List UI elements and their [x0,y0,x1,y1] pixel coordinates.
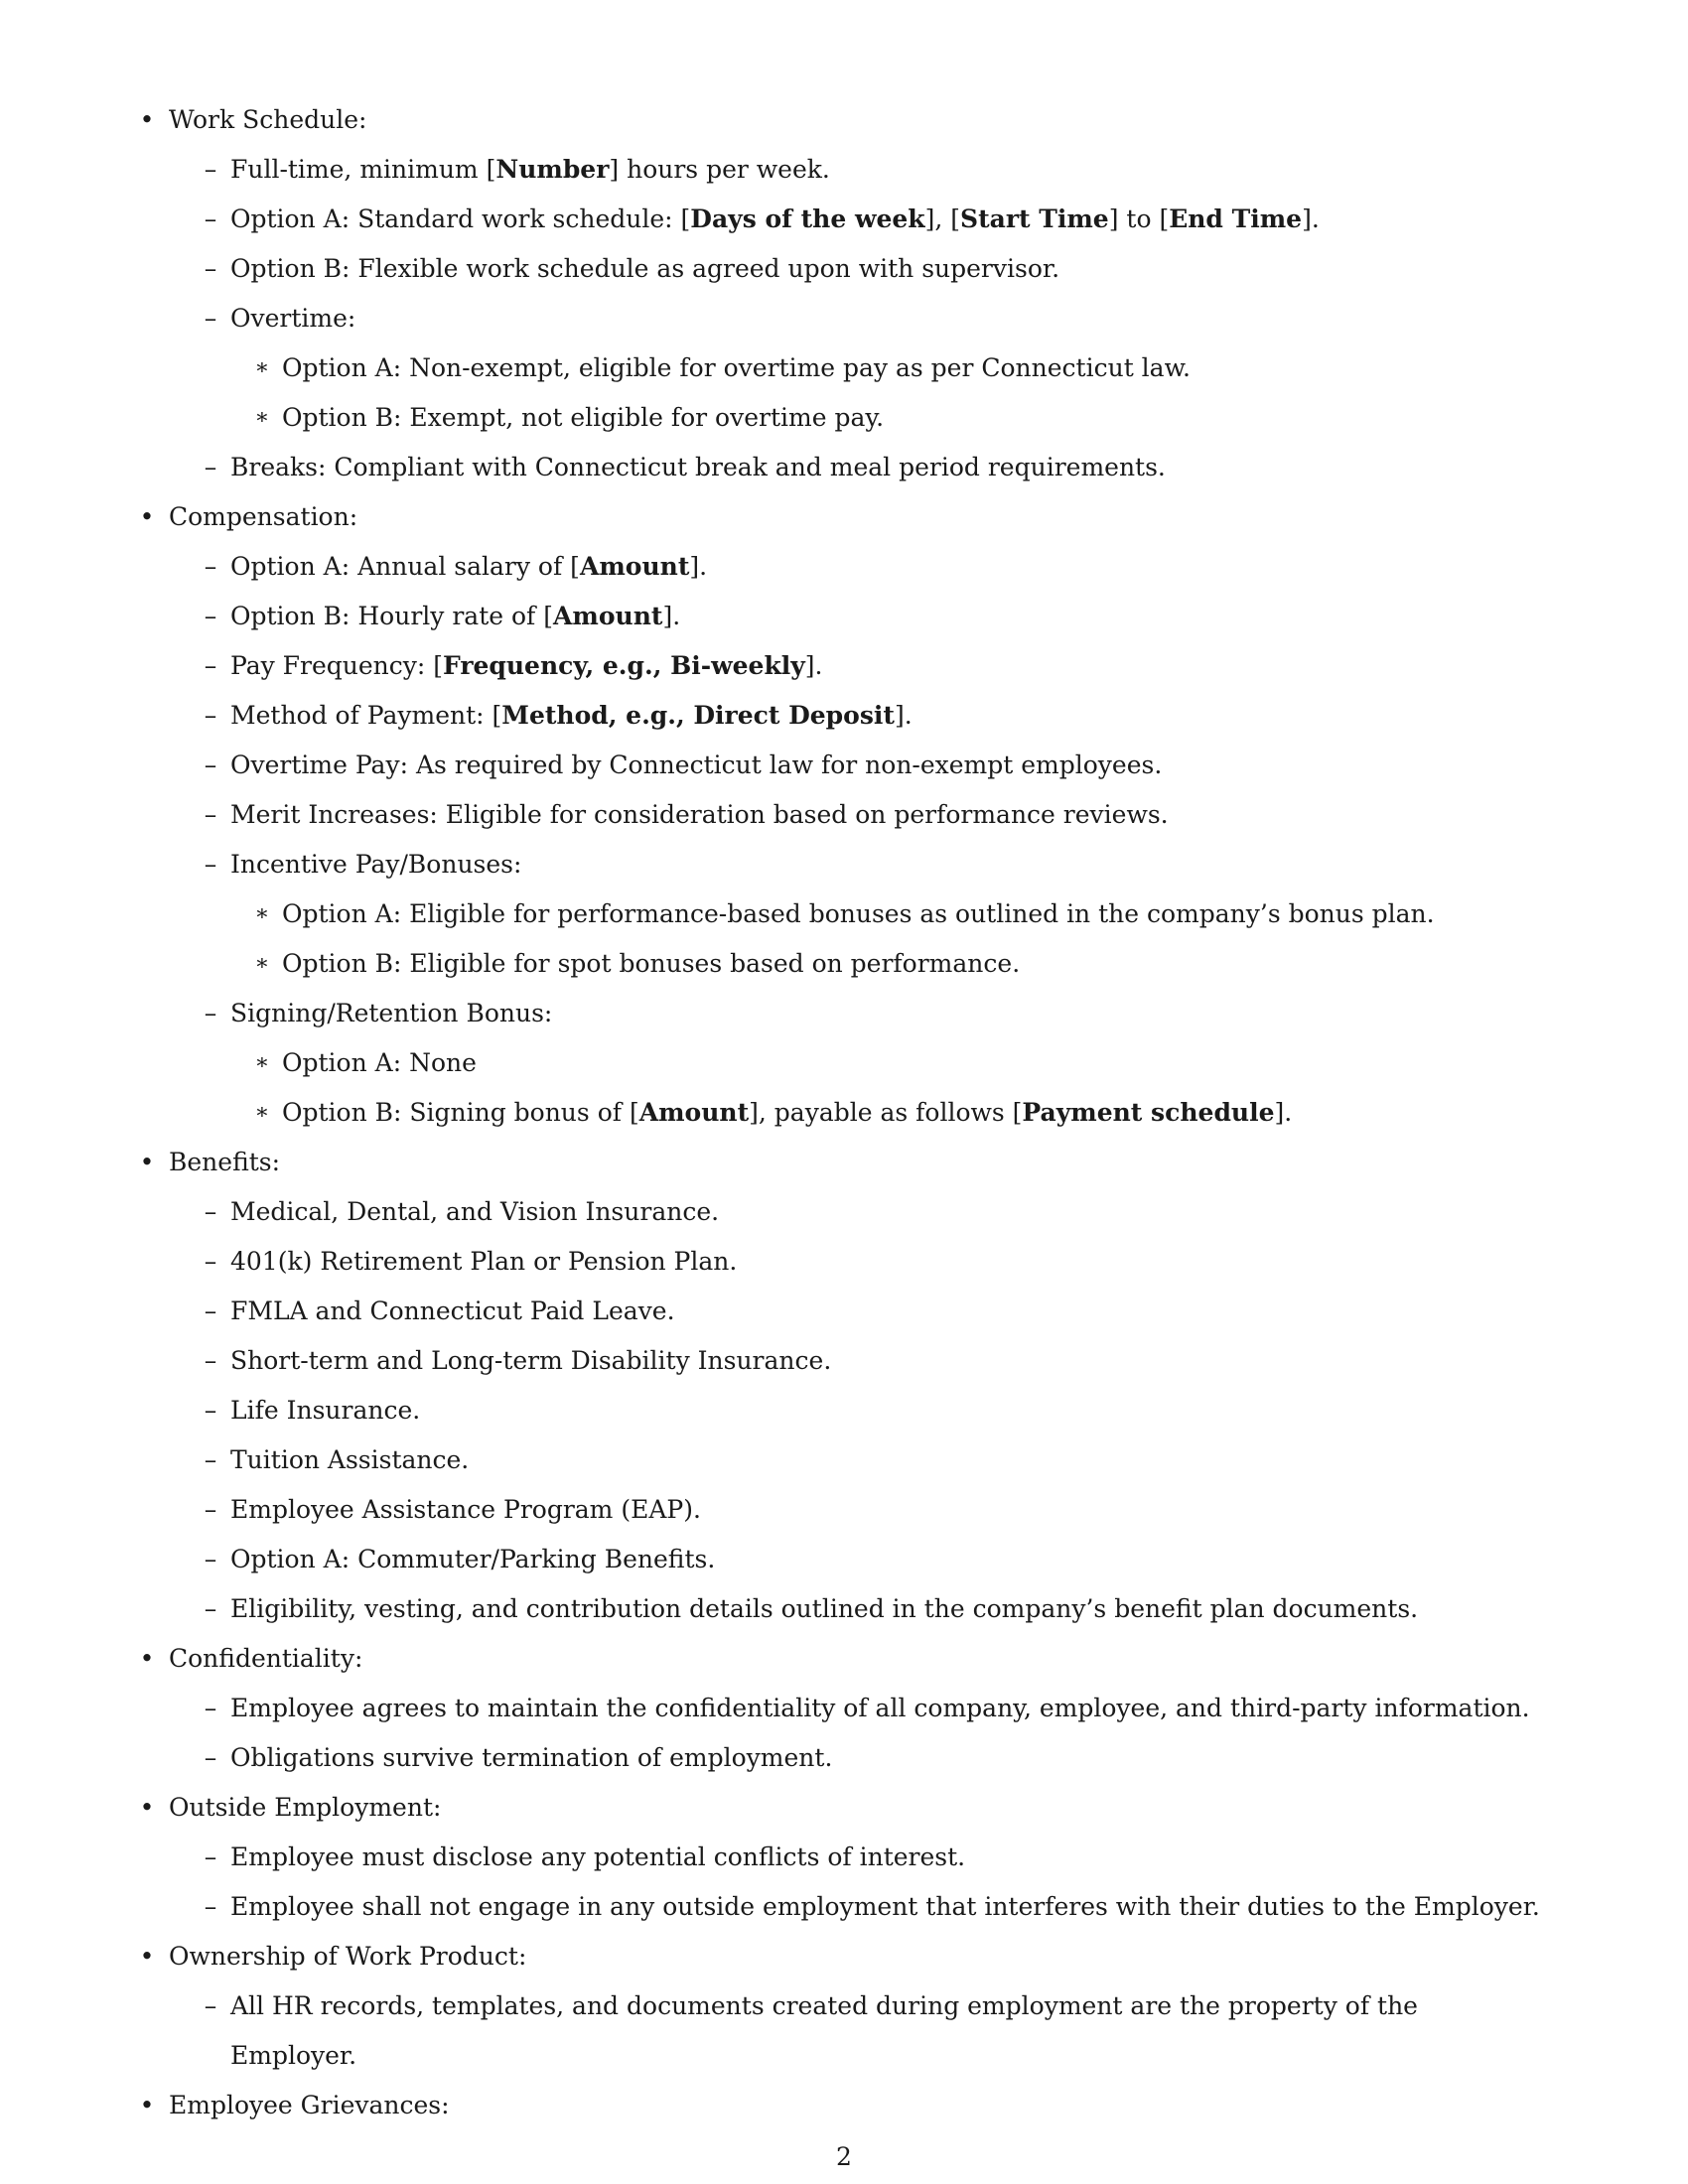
item-text: Method of Payment: [ [230,701,502,730]
dash-marker: – [204,1594,217,1623]
placeholder-field: Amount [638,1098,750,1127]
dash-marker: – [204,1396,217,1425]
item-text: ] hours per week. [609,155,830,184]
placeholder-field: Frequency, e.g., Bi-weekly [443,651,805,680]
item-text: ]. [1274,1098,1293,1127]
item-text: Option A: Commuter/Parking Benefits. [230,1545,716,1573]
list-item [252,343,1547,393]
list-item [199,1336,1547,1386]
dash-marker: – [204,1545,217,1573]
dash-marker: – [204,701,217,730]
section-work-schedule [137,95,1547,492]
item-text: Option A: Eligible for performance-based bonuses as outlined in the company’s bonus plan. [282,899,1435,928]
dash-marker: – [204,155,217,184]
bullet-marker: • [139,105,155,134]
item-text: ]. [689,552,708,581]
item-text: Life Insurance. [230,1396,421,1425]
item-text: 401(k) Retirement Plan or Pension Plan. [230,1247,738,1276]
dash-marker: – [204,1843,217,1871]
list-item [199,1684,1547,1733]
asterisk-marker: ∗ [254,355,270,380]
item-text: ]. [894,701,913,730]
dash-marker: – [204,1297,217,1325]
section-title: Employee Grievances: [169,2091,450,2119]
list-item [199,1733,1547,1783]
item-text: Overtime: [230,304,356,333]
section-title: Confidentiality: [169,1644,363,1673]
list-item [199,294,1547,443]
list-item [199,989,1547,1138]
dash-marker: – [204,1346,217,1375]
section-title: Compensation: [169,502,358,531]
list-item [199,145,1547,195]
sub-sub-list [252,1038,1547,1138]
placeholder-field: End Time [1169,205,1303,233]
section-compensation [137,492,1547,1138]
list-item [199,1386,1547,1435]
item-text: Option B: Signing bonus of [ [282,1098,639,1127]
section-benefits [137,1138,1547,1634]
dash-marker: – [204,602,217,630]
dash-marker: – [204,800,217,829]
item-text: Option B: Exempt, not eligible for overtime pay. [282,403,885,432]
sub-sub-list [252,889,1547,989]
list-item [252,1088,1547,1138]
list-item [199,641,1547,691]
item-text: Short-term and Long-term Disability Insurance. [230,1346,832,1375]
bullet-marker: • [139,502,155,531]
document-body [137,95,1547,2130]
placeholder-field: Amount [579,552,690,581]
list-item [199,1485,1547,1535]
item-text: Option A: None [282,1048,477,1077]
item-text: Medical, Dental, and Vision Insurance. [230,1197,720,1226]
item-text: ]. [804,651,823,680]
dash-marker: – [204,751,217,779]
list-item [199,1187,1547,1237]
item-text: Full-time, minimum [ [230,155,496,184]
item-text: ]. [1302,205,1320,233]
list-item [199,741,1547,790]
list-item [252,393,1547,443]
list-item [199,1287,1547,1336]
sub-list [199,1833,1547,1932]
list-item [252,939,1547,989]
list-item [199,244,1547,294]
list-item [199,592,1547,641]
dash-marker: – [204,552,217,581]
asterisk-marker: ∗ [254,1050,270,1075]
sub-list [199,1684,1547,1783]
placeholder-field: Days of the week [690,205,925,233]
list-item [199,1981,1547,2081]
asterisk-marker: ∗ [254,1100,270,1125]
list-item [199,195,1547,244]
item-text: ] to [ [1108,205,1170,233]
page-number: 2 [836,2142,852,2171]
list-item [199,790,1547,840]
item-text: ], payable as follows [ [749,1098,1023,1127]
sub-list [199,542,1547,1138]
item-text: Option A: Standard work schedule: [ [230,205,691,233]
top-level-list [137,95,1547,2130]
sub-list [199,1187,1547,1634]
item-text: Employee shall not engage in any outside employment that interferes with their duties to the Employer. [230,1892,1540,1921]
dash-marker: – [204,1991,217,2020]
item-text: Incentive Pay/Bonuses: [230,850,522,879]
dash-marker: – [204,1445,217,1474]
section-title: Benefits: [169,1148,281,1176]
placeholder-field: Start Time [960,205,1109,233]
list-item [252,1038,1547,1088]
item-text: Option A: Non-exempt, eligible for overtime pay as per Connecticut law. [282,353,1191,382]
list-item [199,1535,1547,1584]
item-text: Employee Assistance Program (EAP). [230,1495,701,1524]
section-confidentiality [137,1634,1547,1783]
dash-marker: – [204,304,217,333]
dash-marker: – [204,651,217,680]
dash-marker: – [204,1694,217,1722]
dash-marker: – [204,999,217,1027]
item-text: Employee agrees to maintain the confidentiality of all company, employee, and third-party information. [230,1694,1530,1722]
dash-marker: – [204,1892,217,1921]
bullet-marker: • [139,1793,155,1822]
dash-marker: – [204,1197,217,1226]
dash-marker: – [204,1743,217,1772]
bullet-marker: • [139,2091,155,2119]
item-text: Tuition Assistance. [230,1445,470,1474]
list-item [199,1833,1547,1882]
sub-list [199,1981,1547,2081]
asterisk-marker: ∗ [254,951,270,976]
item-text: Option A: Annual salary of [ [230,552,580,581]
dash-marker: – [204,1495,217,1524]
dash-marker: – [204,453,217,481]
item-text: Obligations survive termination of employment. [230,1743,833,1772]
list-item [199,1584,1547,1634]
dash-marker: – [204,205,217,233]
bullet-marker: • [139,1644,155,1673]
list-item [199,1882,1547,1932]
item-text: Option B: Hourly rate of [ [230,602,553,630]
bullet-marker: • [139,1942,155,1971]
sub-sub-list [252,343,1547,443]
item-text: Employee must disclose any potential conflicts of interest. [230,1843,966,1871]
list-item [199,840,1547,989]
item-text: ], [ [924,205,961,233]
item-text: Option B: Flexible work schedule as agreed upon with supervisor. [230,254,1060,283]
dash-marker: – [204,850,217,879]
bullet-marker: • [139,1148,155,1176]
item-text: Pay Frequency: [ [230,651,444,680]
section-title: Ownership of Work Product: [169,1942,527,1971]
item-text: Eligibility, vesting, and contribution details outlined in the company’s benefit plan documents. [230,1594,1419,1623]
item-text: Option B: Eligible for spot bonuses based on performance. [282,949,1021,978]
placeholder-field: Amount [553,602,663,630]
item-text: FMLA and Connecticut Paid Leave. [230,1297,675,1325]
list-item [199,542,1547,592]
item-text: Signing/Retention Bonus: [230,999,553,1027]
section-ownership [137,1932,1547,2081]
sub-list [199,145,1547,492]
asterisk-marker: ∗ [254,405,270,430]
placeholder-field: Number [495,155,610,184]
section-title: Work Schedule: [169,105,367,134]
list-item [199,443,1547,492]
dash-marker: – [204,1247,217,1276]
item-text: ]. [662,602,681,630]
dash-marker: – [204,254,217,283]
section-outside-employment [137,1783,1547,1932]
list-item [199,1237,1547,1287]
section-grievances [137,2081,1547,2130]
asterisk-marker: ∗ [254,901,270,926]
section-title: Outside Employment: [169,1793,442,1822]
placeholder-field: Method, e.g., Direct Deposit [501,701,895,730]
list-item [199,1435,1547,1485]
list-item [199,691,1547,741]
item-text: Breaks: Compliant with Connecticut break and meal period requirements. [230,453,1166,481]
item-text: All HR records, templates, and documents created during employment are the property of the Employer. [230,1991,1418,2070]
list-item [252,889,1547,939]
item-text: Merit Increases: Eligible for consideration based on performance reviews. [230,800,1169,829]
item-text: Overtime Pay: As required by Connecticut law for non-exempt employees. [230,751,1163,779]
placeholder-field: Payment schedule [1022,1098,1275,1127]
